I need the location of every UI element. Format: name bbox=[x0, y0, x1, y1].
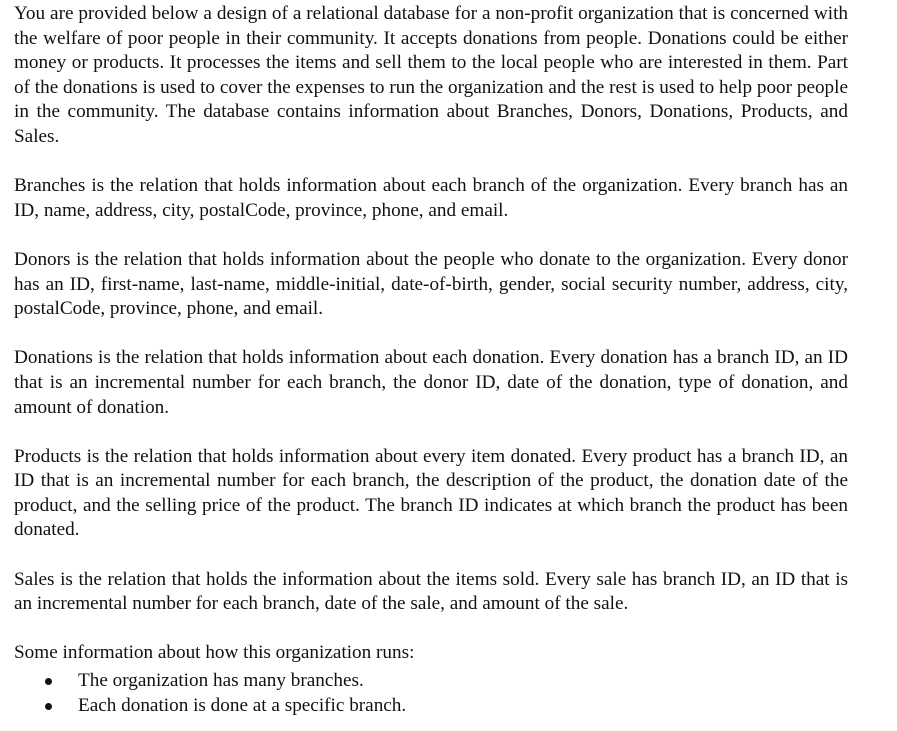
list-item bbox=[14, 693, 848, 718]
list-item-text: Each donation is done at a specific branch. bbox=[78, 695, 407, 717]
branches-paragraph: Branches is the relation that holds information about each branch of the organization. Every branch has an ID, name, address, city, postalCode, province, phone, and email. bbox=[14, 175, 848, 221]
products-paragraph: Products is the relation that holds information about every item donated. Every product has a branch ID, an ID that is an incremental number for each branch, the description of the product, the donation date of the product, and the selling price of the product. The branch ID indicates at which branch the product has been donated. bbox=[14, 445, 848, 541]
intro-paragraph: You are provided below a design of a relational database for a non-profit organization that is concerned with the welfare of poor people in their community. It accepts donations from people. Donations could be either money or products. It processes the items and sell them to the local people who are interested in them. Part of the donations is used to cover the expenses to run the organization and the rest is used to help poor people in the community. The database contains information about Branches, Donors, Donations, Products, and Sales. bbox=[14, 3, 848, 147]
donations-paragraph: Donations is the relation that holds information about each donation. Every donation has a branch ID, an ID that is an incremental number for each branch, the donor ID, date of the donation, type of donation, and amount of donation. bbox=[14, 347, 848, 418]
rules-list bbox=[14, 668, 848, 718]
donors-paragraph: Donors is the relation that holds information about the people who donate to the organization. Every donor has an ID, first-name, last-name, middle-initial, date-of-birth, gender, social security number, address, city, postalCode, province, phone, and email. bbox=[14, 248, 848, 320]
sales-paragraph: Sales is the relation that holds the information about the items sold. Every sale has branch ID, an ID that is an incremental number for each branch, date of the sale, and amount of the sale. bbox=[14, 568, 848, 615]
list-item-text: The organization has many branches. bbox=[78, 670, 364, 692]
rules-intro-paragraph: Some information about how this organization runs: bbox=[14, 642, 415, 664]
document-page bbox=[14, 2, 848, 718]
bullet-icon bbox=[45, 678, 52, 685]
bullet-icon bbox=[45, 703, 52, 710]
list-item bbox=[14, 668, 848, 693]
